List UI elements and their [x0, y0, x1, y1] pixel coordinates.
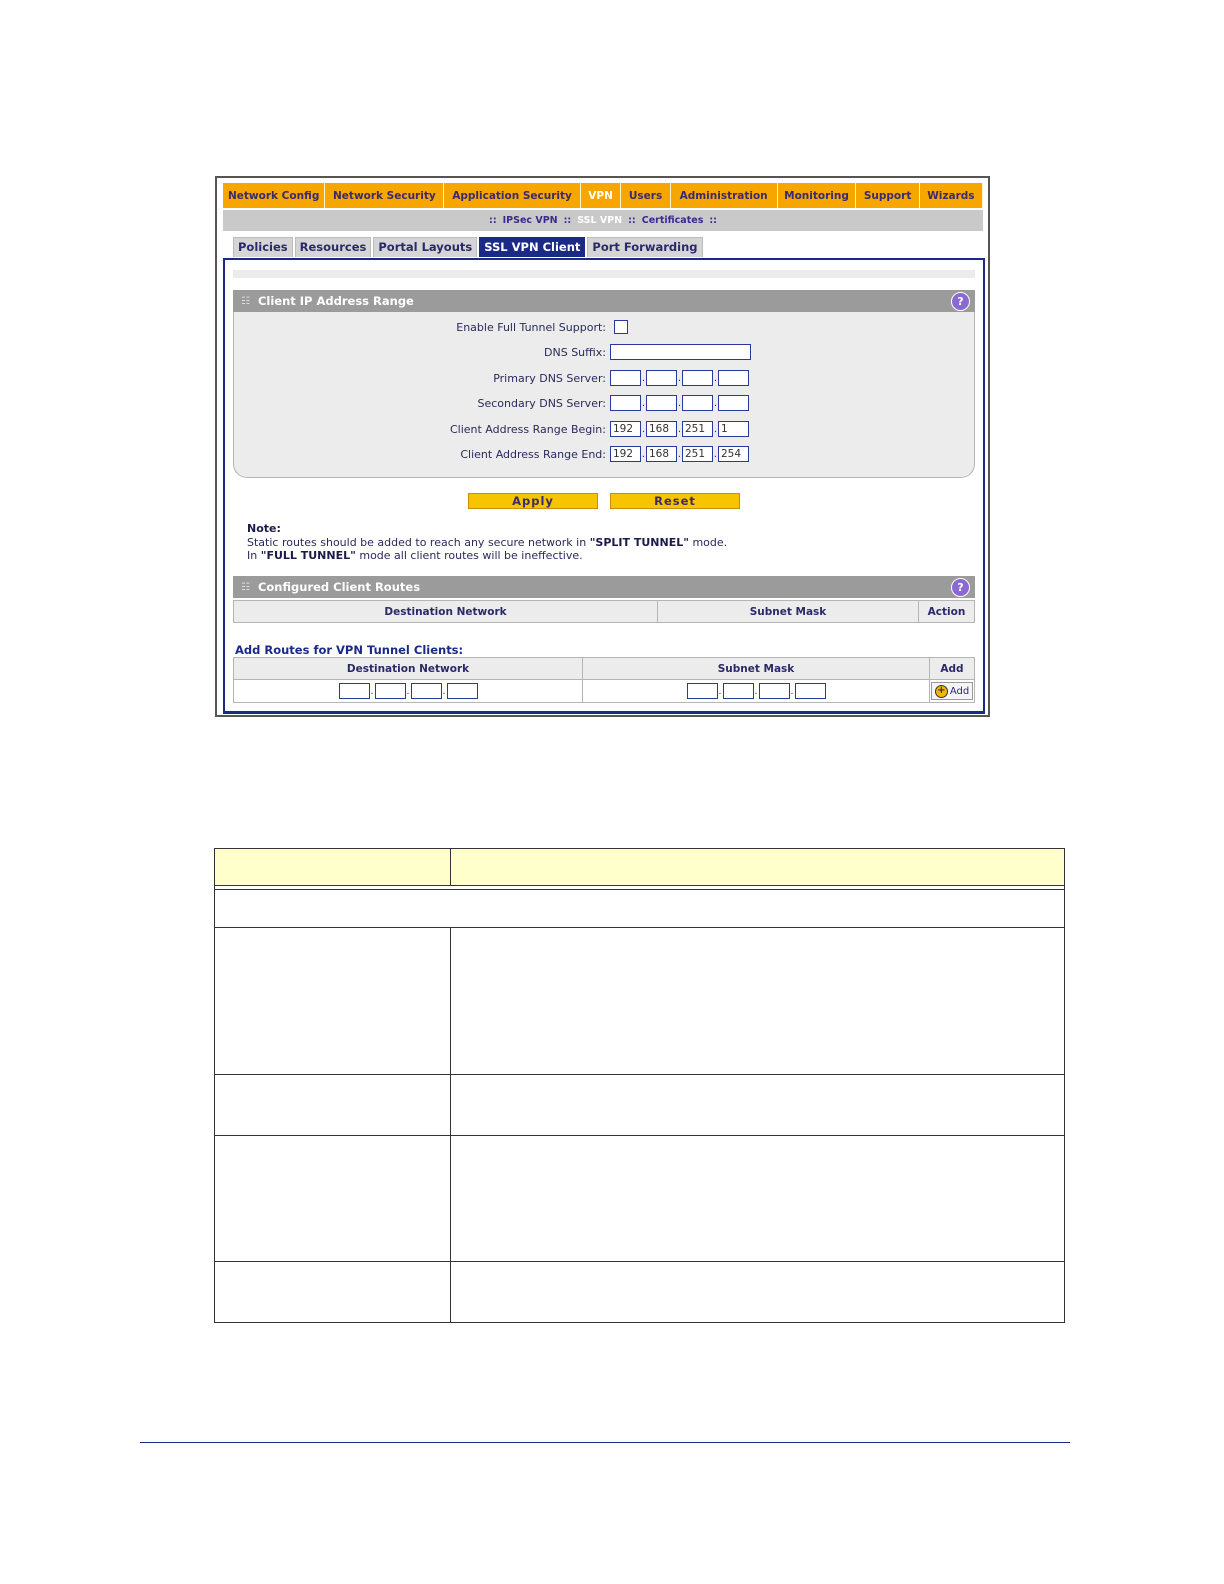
ip-octet-input[interactable]	[718, 395, 749, 411]
note-text	[247, 522, 727, 563]
ip-octet-input[interactable]	[411, 683, 442, 699]
table-header-row	[215, 849, 1065, 886]
header-cell	[215, 849, 451, 886]
client-ip-range-header	[233, 290, 975, 312]
separator: ::	[628, 215, 636, 226]
ip-octet-input[interactable]: 1	[718, 421, 749, 437]
range-end-input: 192 . 168 . 251 . 254	[610, 446, 749, 462]
full-tunnel-label: Enable Full Tunnel Support:	[456, 320, 606, 334]
note-line2-end: mode all client routes will be ineffective.	[355, 549, 583, 562]
help-icon[interactable]: ?	[951, 578, 970, 597]
separator: ::	[489, 215, 497, 226]
nav-item-vpn[interactable]: VPN	[581, 183, 622, 208]
help-icon[interactable]: ?	[951, 292, 970, 311]
ip-octet-input[interactable]	[795, 683, 826, 699]
ip-octet-input[interactable]: 251	[682, 421, 713, 437]
tab-policies[interactable]: Policies	[233, 237, 293, 257]
table-row	[215, 1136, 1065, 1262]
add-cell	[930, 680, 975, 703]
nav-item-network-config[interactable]: Network Config	[223, 183, 325, 208]
top-navigation	[223, 183, 983, 208]
nav-item-wizards[interactable]: Wizards	[920, 183, 983, 208]
footer-rule	[140, 1442, 1070, 1443]
nav-item-support[interactable]: Support	[856, 183, 919, 208]
subnet-mask-cell	[583, 680, 930, 703]
secondary-dns-row	[234, 394, 976, 412]
client-ip-range-form	[233, 312, 975, 478]
tab-portal-layouts[interactable]: Portal Layouts	[373, 237, 477, 257]
ip-octet-input[interactable]	[718, 370, 749, 386]
column-header: Subnet Mask	[658, 601, 919, 623]
range-begin-input: 192 . 168 . 251 . 1	[610, 421, 749, 437]
ip-octet-input[interactable]: 168	[646, 446, 677, 462]
column-header: Subnet Mask	[583, 658, 930, 680]
ip-octet-input[interactable]	[610, 395, 641, 411]
apply-button[interactable]: Apply	[468, 493, 598, 509]
dns-suffix-input[interactable]	[610, 344, 751, 360]
secondary-dns-label: Secondary DNS Server:	[477, 396, 606, 410]
primary-dns-input: . . .	[610, 370, 749, 386]
section-title: Client IP Address Range	[257, 294, 414, 308]
nav-item-application-security[interactable]: Application Security	[444, 183, 580, 208]
reset-button[interactable]: Reset	[610, 493, 740, 509]
ip-octet-input[interactable]	[723, 683, 754, 699]
ip-octet-input[interactable]: 192	[610, 421, 641, 437]
tab-resources[interactable]: Resources	[295, 237, 372, 257]
subnav-item-ipsec-vpn[interactable]: IPSec VPN	[502, 215, 558, 226]
ip-octet-input[interactable]: 251	[682, 446, 713, 462]
configured-routes-table	[233, 600, 975, 623]
secondary-dns-input: . . .	[610, 395, 749, 411]
nav-item-administration[interactable]: Administration	[671, 183, 778, 208]
destination-network-input: . . .	[234, 683, 582, 699]
add-routes-title: Add Routes for VPN Tunnel Clients:	[235, 643, 464, 657]
range-end-label: Client Address Range End:	[460, 447, 606, 461]
ip-octet-input[interactable]: 192	[610, 446, 641, 462]
subnav-item-certificates[interactable]: Certificates	[641, 215, 704, 226]
ip-octet-input[interactable]	[610, 370, 641, 386]
destination-network-cell	[234, 680, 583, 703]
table-row	[215, 1075, 1065, 1136]
full-tunnel-text: "FULL TUNNEL"	[260, 549, 356, 562]
ip-octet-input[interactable]	[682, 370, 713, 386]
primary-dns-row	[234, 369, 976, 387]
range-begin-label: Client Address Range Begin:	[449, 422, 606, 436]
header-cell	[451, 849, 1065, 886]
ip-octet-input[interactable]	[646, 395, 677, 411]
subnet-mask-input: . . .	[583, 683, 929, 699]
screenshot-frame	[215, 176, 990, 717]
note-line1: Static routes should be added to reach any secure network in	[247, 535, 590, 549]
column-header: Action	[919, 601, 975, 623]
separator: ::	[563, 215, 572, 226]
full-tunnel-row	[234, 318, 976, 336]
note-line2: In	[247, 549, 261, 562]
ssl-vpn-client-panel	[223, 258, 985, 714]
tab-bar	[233, 237, 705, 257]
ip-octet-input[interactable]	[339, 683, 370, 699]
ip-octet-input[interactable]	[646, 370, 677, 386]
grip-icon: ☷	[241, 581, 250, 593]
ip-octet-input[interactable]	[447, 683, 478, 699]
ip-octet-input[interactable]	[759, 683, 790, 699]
ip-octet-input[interactable]	[682, 395, 713, 411]
column-header: Add	[930, 658, 975, 680]
split-tunnel-text: "SPLIT TUNNEL"	[589, 535, 689, 549]
range-begin-row	[234, 420, 976, 438]
ip-octet-input[interactable]: 254	[718, 446, 749, 462]
panel-strip	[233, 270, 975, 278]
nav-item-users[interactable]: Users	[621, 183, 670, 208]
note-line1-end: mode.	[688, 535, 728, 549]
add-label: Add	[949, 685, 970, 697]
sub-navigation	[223, 210, 983, 231]
add-route-button[interactable]	[931, 682, 973, 700]
tab-port-forwarding[interactable]: Port Forwarding	[587, 237, 702, 257]
subnav-item-ssl-vpn[interactable]: SSL VPN	[577, 215, 623, 226]
nav-item-monitoring[interactable]: Monitoring	[778, 183, 857, 208]
table-section-row	[215, 890, 1065, 928]
ip-octet-input[interactable]	[375, 683, 406, 699]
dns-suffix-row	[234, 343, 976, 361]
plus-icon: +	[935, 685, 948, 698]
separator: ::	[709, 215, 717, 226]
column-header: Destination Network	[234, 658, 583, 680]
grip-icon: ☷	[241, 295, 250, 307]
add-routes-table	[233, 657, 975, 703]
primary-dns-label: Primary DNS Server:	[493, 371, 606, 385]
ip-octet-input[interactable]	[687, 683, 718, 699]
ip-octet-input[interactable]: 168	[646, 421, 677, 437]
column-header: Destination Network	[234, 601, 658, 623]
table-row	[215, 1262, 1065, 1323]
settings-description-table	[214, 848, 1065, 1323]
nav-item-network-security[interactable]: Network Security	[325, 183, 444, 208]
tab-ssl-vpn-client[interactable]: SSL VPN Client	[479, 237, 585, 257]
section-title: Configured Client Routes	[257, 580, 421, 594]
configured-routes-header	[233, 576, 975, 598]
full-tunnel-checkbox[interactable]	[614, 320, 628, 334]
note-heading: Note:	[247, 522, 281, 535]
dns-suffix-label: DNS Suffix:	[544, 345, 606, 359]
table-row	[215, 928, 1065, 1075]
range-end-row	[234, 445, 976, 463]
